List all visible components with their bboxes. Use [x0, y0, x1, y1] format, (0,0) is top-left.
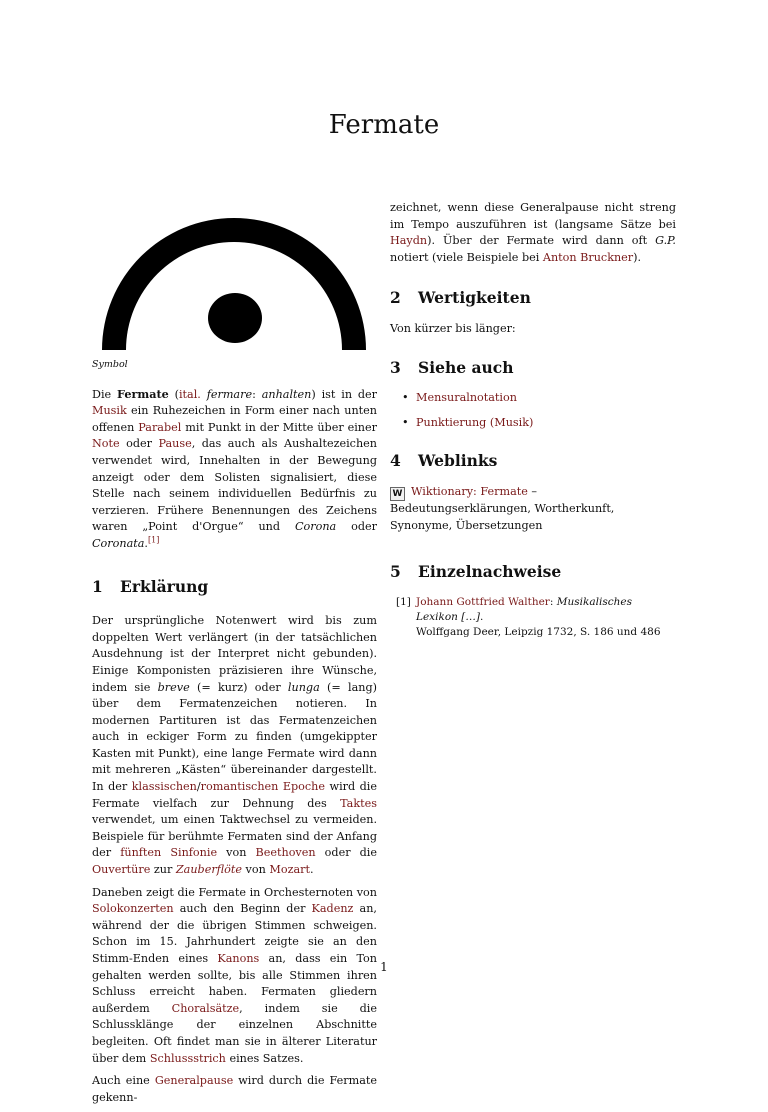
section-heading-weblinks: 4 Weblinks — [390, 451, 498, 471]
link-romantische-epoche[interactable]: romantischen Epoche — [200, 780, 325, 794]
fermata-figure — [92, 200, 377, 355]
link-taktes[interactable]: Taktes — [340, 796, 377, 810]
link-johann-gottfried-walther[interactable]: Johann Gottfried Walther — [416, 595, 550, 608]
intro-paragraph: Die Fermate (ital. fermare: anhalten) ist in der Musik ein Ruhezeichen in Form einer nach unten offenen Parabel mit Punkt in der Mitte über einer Note oder Pause, das auch als Aushaltezeichen verwendet wird, Innehalten in der Bewegung anzeigt oder dem Solisten signalisiert, diese Stelle nach seinem individuellen Bedürfnis zu verzieren. Frühere Benennungen des Zeichens waren „Point d'Orgue“ und Corona oder Coronata.[1] — [92, 386, 378, 550]
link-note[interactable]: Note — [92, 437, 120, 451]
link-mozart[interactable]: Mozart — [269, 863, 310, 877]
right-column — [390, 200, 676, 640]
link-mensuralnotation[interactable]: Mensuralnotation — [416, 391, 517, 405]
link-kadenz[interactable]: Kadenz — [311, 902, 354, 916]
link-klassischen[interactable]: klassischen — [131, 780, 197, 794]
link-parabel[interactable]: Parabel — [138, 420, 182, 434]
reference-number: [1] — [396, 595, 411, 608]
link-anton-bruckner[interactable]: Anton Bruckner — [542, 250, 634, 264]
section-heading-erklaerung: 1 Erklärung — [92, 576, 209, 596]
link-beethoven[interactable]: Beethoven — [255, 846, 316, 860]
link-italienisch[interactable]: ital. — [178, 387, 201, 401]
link-solokonzerten[interactable]: Solokonzerten — [92, 902, 174, 916]
link-zauberfloete[interactable]: Zauberflöte — [175, 863, 242, 877]
list-item — [416, 390, 676, 407]
paragraph-erklaerung-3-cont: zeichnet, wenn diese Generalpause nicht streng im Tempo auszuführen ist (langsame Sätze bei Haydn). Über der Fermate wird dann oft G.P. notiert (viele Beispiele bei Anton Bruckner). — [390, 201, 676, 264]
link-haydn[interactable]: Haydn — [390, 234, 428, 248]
section-heading-siehe-auch: 3 Siehe auch — [390, 357, 514, 377]
link-punktierung[interactable]: Punktierung (Musik) — [416, 415, 534, 429]
wiktionary-icon: W — [390, 487, 405, 501]
fermata-symbol-icon — [92, 200, 377, 355]
weblinks-entry: W Wiktionary: Fermate – Bedeutungserklärungen, Wortherkunft, Synonyme, Übersetzungen — [390, 484, 615, 532]
paragraph-erklaerung-1: Der ursprüngliche Notenwert wird bis zum doppelten Wert verlängert (in der tatsächlichen Ausdehnung ist der Interpret nicht gebunden). Einige Komponisten präzisieren ihre Wünsche, indem sie breve (= kurz) oder lunga (= lang) über dem Fermatenzeichen notieren. In modernen Partituren ist das Fermatenzeichen auch in eckiger Form zu finden (umgekippter Kasten mit Punkt), eine lange Fermate wird dann mit mehreren „Kästen“ übereinander dargestellt. In der klassischen/romantischen Epoche wird die Fermate vielfach zur Dehnung des Taktes verwendet, um einen Taktwechsel zu vermeiden. Beispiele für berühmte Fermaten sind der Anfang der fünften Sinfonie von Beethoven oder die Ouvertüre zur Zauberflöte von Mozart. — [92, 614, 378, 877]
link-choralsaetze[interactable]: Choralsätze — [171, 1001, 240, 1015]
link-schlussstrich[interactable]: Schlussstrich — [149, 1051, 226, 1065]
section-heading-einzelnachweise: 5 Einzelnachweise — [390, 562, 562, 582]
link-generalpause[interactable]: Generalpause — [154, 1074, 234, 1088]
link-kanons[interactable]: Kanons — [217, 952, 260, 965]
link-fuenfte-sinfonie[interactable]: fünften Sinfonie — [120, 846, 218, 860]
siehe-auch-list — [390, 390, 676, 431]
paragraph-erklaerung-2: Daneben zeigt die Fermate in Orchesternoten von Solokonzerten auch den Beginn der Kadenz an, während der die übrigen Stimmen schweigen. Schon im 15. Jahrhundert zeigte sie an den Stimm-Enden eines Kanons an, dass ein Ton gehalten werden sollte, bis alle Stimmen ihren Schluss erreicht haben. Fermaten gliedern außerdem Choralsätze, indem sie die Schlussklänge der einzelnen Abschnitte begleiten. Oft findet man sie in älterer Literatur über dem Schlussstrich eines Satzes. — [92, 885, 377, 1065]
wertigkeiten-text: Von kürzer bis länger: — [390, 321, 516, 335]
term-fermate: Fermate — [117, 386, 169, 401]
left-column — [92, 200, 377, 1112]
list-item — [416, 415, 676, 432]
link-pause[interactable]: Pause — [158, 437, 192, 451]
reference-item: [1] Johann Gottfried Walther: Musikalisches Lexikon […]. Wolffgang Deer, Leipzig 1732, S. 186 und 486 — [396, 595, 661, 638]
link-wiktionary-fermate[interactable]: Wiktionary: Fermate — [411, 484, 528, 498]
paragraph-erklaerung-3-start: Auch eine Generalpause wird durch die Fermate gekenn- — [92, 1074, 377, 1104]
page-number: 1 — [380, 960, 388, 974]
figure-caption: Symbol — [92, 359, 128, 370]
ref-mark-1[interactable]: [1] — [147, 535, 160, 545]
page-title: Fermate — [328, 110, 440, 140]
section-heading-wertigkeiten: 2 Wertigkeiten — [390, 288, 531, 308]
link-ouverture[interactable]: Ouvertüre — [92, 863, 151, 877]
link-musik[interactable]: Musik — [92, 404, 127, 418]
